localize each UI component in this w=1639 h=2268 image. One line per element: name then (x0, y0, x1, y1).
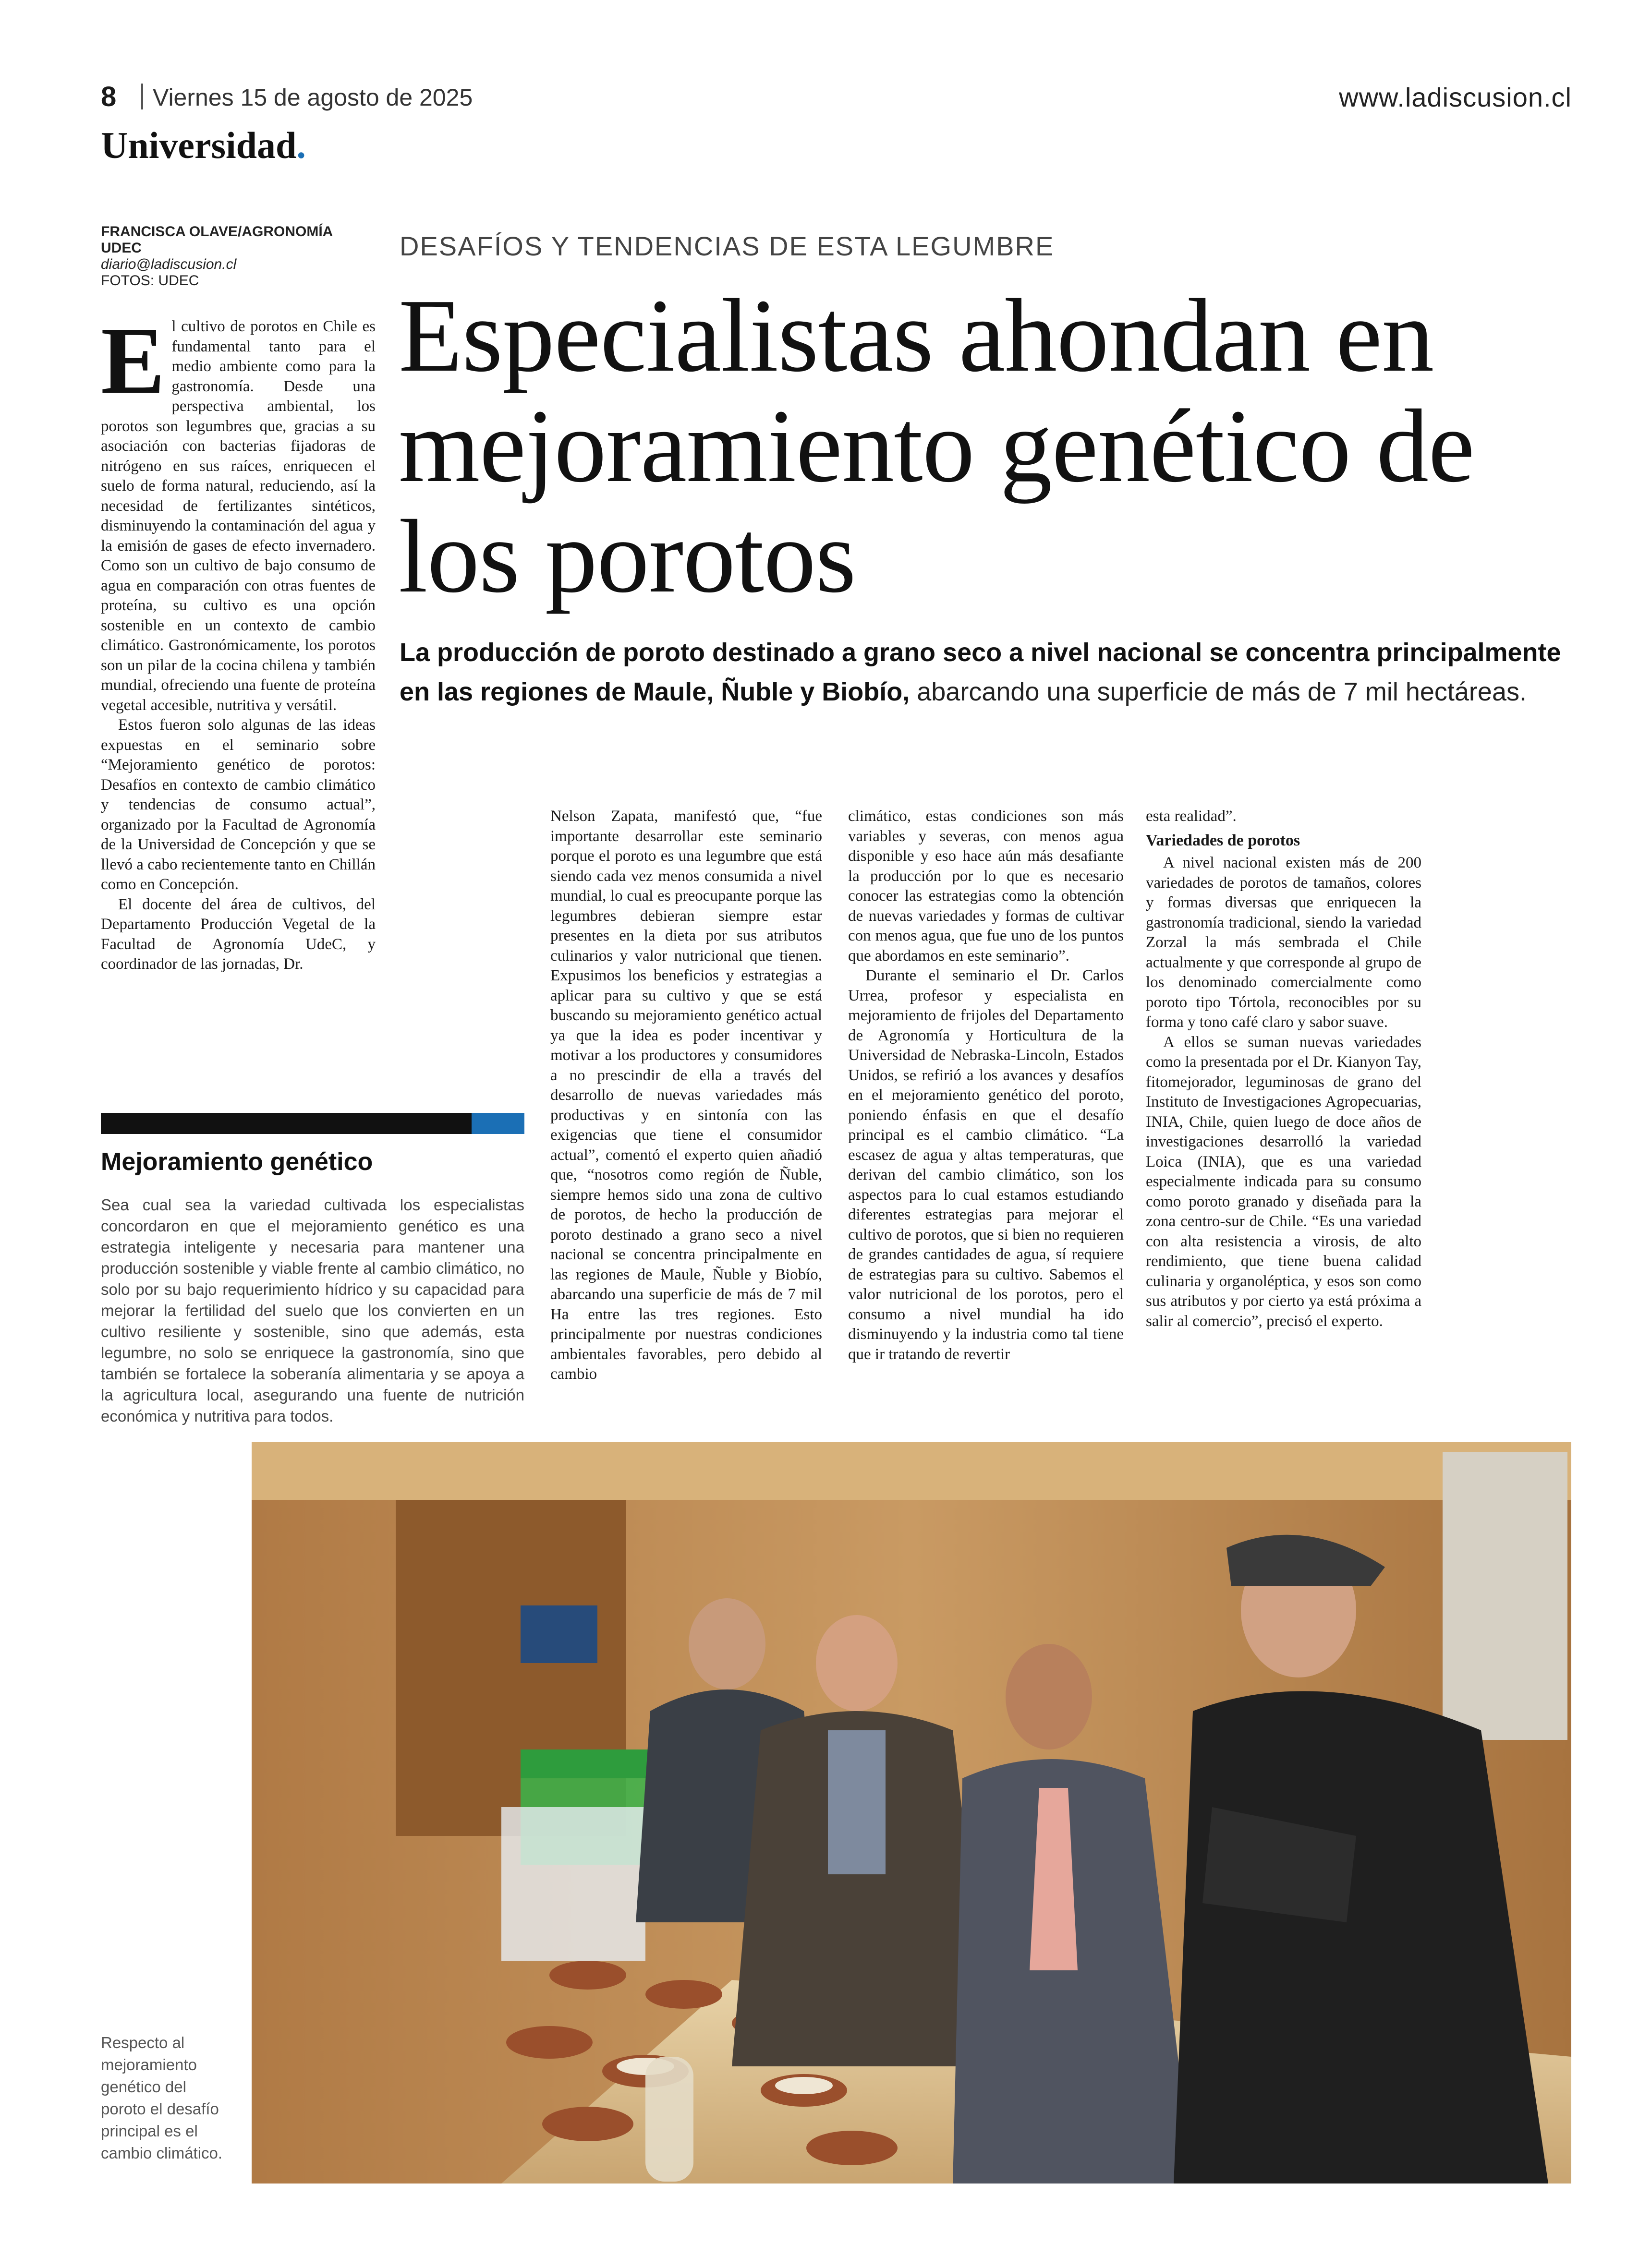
paragraph: A nivel nacional existen más de 200 variedades de porotos de tamaños, colores y formas diversas que enriquecen la gastronomía tradicional, siendo la variedad Zorzal la más sembrada el Chile actualmente y que corresponde al grupo de los denominado comercialmente como poroto tipo Tórtola, reconocibles por su forma y tono café claro y sabor suave. (1146, 854, 1421, 1031)
sidebar-text: Sea cual sea la variedad cultivada los especialistas concordaron en que el mejoramiento genético es una estrategia inteligente y necesaria para mantener una producción sostenible y viable frente al cambio climático, no solo por su bajo requerimiento hídrico y su capacidad para mejorar la fertilidad del suelo que los convierten en un cultivo resiliente y sostenible, sino que además, esta legumbre, no solo se enriquece la gastronomía, sino que también se fortalece la soberanía alimentaria y se apoya a la agricultura local, asegurando una fuente de nutrición económica y nutritiva para todos. (101, 1196, 524, 1425)
sidebar-title: Mejoramiento genético (101, 1148, 373, 1176)
section-dot: . (296, 124, 306, 166)
lead-bold: La producción de poroto destinado a grano seco a nivel nacional se concentra principalmente en las regiones de Maule, Ñuble y Biobío, (400, 638, 1561, 706)
header-divider (141, 84, 143, 109)
section-title (101, 124, 306, 167)
article-column-3 (848, 807, 1124, 1364)
headline: Especialistas ahondan en mejoramiento genético de los porotos (399, 278, 1474, 615)
paragraph: Estos fueron solo algunas de las ideas expuestas en el seminario sobre “Mejoramiento genético de porotos: Desafíos en contexto de cambio climático y tendencias de consumo actual”, organizado por la Facultad de Agronomía de la Universidad de Concepción y que se llevó a cabo recientemente tanto en Chillán como en Concepción. (101, 716, 376, 893)
byline (101, 224, 351, 289)
article-column-1 (101, 308, 376, 975)
byline-photos: FOTOS: UDEC (101, 273, 199, 289)
photo-caption: Respecto al mejoramiento genético del poroto el desafío principal es el cambio climático. (101, 2034, 223, 2162)
issue-date: Viernes 15 de agosto de 2025 (153, 84, 473, 111)
subheading: Variedades de porotos (1146, 831, 1300, 849)
drop-cap: E (101, 308, 165, 414)
paragraph: climático, estas condiciones son más variables y severas, con menos agua disponible y eso hace aún más desafiante la producción por lo que es necesario conocer las estrategias como la obtención de nuevas variedades y formas de cultivar con menos agua, que fue uno de los puntos que abordamos en este seminario”. (848, 808, 1124, 965)
photo-illustration (252, 1442, 1571, 2184)
byline-author: FRANCISCA OLAVE/AGRONOMÍA UDEC (101, 224, 333, 256)
lead-rest: abarcando una superficie de más de 7 mil hectáreas. (910, 677, 1527, 706)
paragraph: Durante el seminario el Dr. Carlos Urrea, profesor y especialista en mejoramiento de frijoles del Departamento de Agronomía y Horticultura de la Universidad de Nebraska-Lincoln, Estados Unidos, se refirió a los avances y desafíos en el mejoramiento genético del poroto, poniendo énfasis en que el desafío principal es el cambio climático. “La escasez de agua y altas temperaturas, que derivan del cambio climático, son los aspectos para lo cual estamos estudiando diferentes estrategias para mejorar el cultivo de porotos, que si bien no requieren de grandes cantidades de agua, sí requiere de estrategias para su cultivo. Sabemos el valor nutricional de los porotos, pero el consumo a nivel mundial ha ido disminuyendo y la industria como tal tiene que ir tratando de revertir (848, 967, 1124, 1363)
article-photo (252, 1442, 1571, 2184)
paragraph-text: l cultivo de porotos en Chile es fundamental tanto para el medio ambiente como para la gastronomía. Desde una perspectiva ambiental, los porotos son legumbres que, gracias a su asociación con bacterias fijadoras de nitrógeno en sus raíces, enriquecen el suelo de forma natural, reduciendo, así la necesidad de fertilizantes sintéticos, disminuyendo la contaminación del agua y la emisión de gases de efecto invernadero. Como son un cultivo de bajo consumo de agua en comparación con otras fuentes de proteína, su cultivo es una opción sostenible en un contexto de cambio climático. Gastronómicamente, los porotos son un pilar de la cocina chilena y también mundial, ofreciendo una fuente de proteína vegetal accesible, nutritiva y versátil. (101, 318, 376, 714)
kicker: DESAFÍOS Y TENDENCIAS DE ESTA LEGUMBRE (400, 231, 1055, 261)
page-number: 8 (101, 81, 117, 112)
sidebar-bar (101, 1113, 524, 1134)
paragraph: esta realidad”. (1146, 808, 1237, 825)
paragraph: El docente del área de cultivos, del Departamento Producción Vegetal de la Facultad de Agronomía UdeC, y coordinador de las jornadas, Dr. (101, 895, 376, 973)
byline-email: diario@ladiscusion.cl (101, 256, 237, 272)
article-column-2 (550, 807, 822, 1385)
paragraph (101, 308, 376, 715)
article-column-4 (1146, 807, 1421, 1331)
paragraph: A ellos se suman nuevas variedades como la presentada por el Dr. Kianyon Tay, fitomejorador, leguminosas de grano del Instituto de Investigaciones Agropecuarias, INIA, Chile, quien luego de doce años de investigaciones desarrolló la variedad Loica (INIA), que es una variedad especialmente indicada para su consumo como poroto granado y diseñada para la zona centro-sur de Chile. “Es una variedad con alta resistencia a virosis, de alto rendimiento, que tiene buena calidad culinaria y organoléptica, y esos son como sus atributos y por cierto ya está próxima a salir al comercio”, precisó el experto. (1146, 1033, 1421, 1330)
paragraph: Nelson Zapata, manifestó que, “fue importante desarrollar este seminario porque el poroto es una legumbre que está siendo cada vez menos consumida a nivel mundial, lo cual es preocupante porque las legumbres debieran siempre estar presentes en la dieta por sus atributos culinarios y valor nutricional que tienen. Expusimos los beneficios y estrategias a aplicar para su cultivo y que se está buscando su mejoramiento genético actual ya que la idea es poder incentivar y motivar a los productores y consumidores a no prescindir de ella a través del desarrollo de nuevas variedades más productivas y en sintonía con las exigencias que tiene el consumidor actual”, comentó el experto quien añadió que, “nosotros como región de Ñuble, siempre hemos sido una zona de cultivo de porotos, de hecho la producción de poroto destinado a grano seco a nivel nacional se concentra principalmente en las regiones de Maule, Ñuble y Biobío, abarcando una superficie de más de 7 mil Ha entre las tres regiones. Esto principalmente por nuestras condiciones ambientales favorables, pero debido al cambio (550, 808, 822, 1383)
section-title-text: Universidad (101, 124, 297, 166)
lead-paragraph (400, 633, 1562, 712)
sidebar-bar-accent (472, 1113, 524, 1134)
site-url[interactable]: www.ladiscusion.cl (1339, 82, 1572, 112)
